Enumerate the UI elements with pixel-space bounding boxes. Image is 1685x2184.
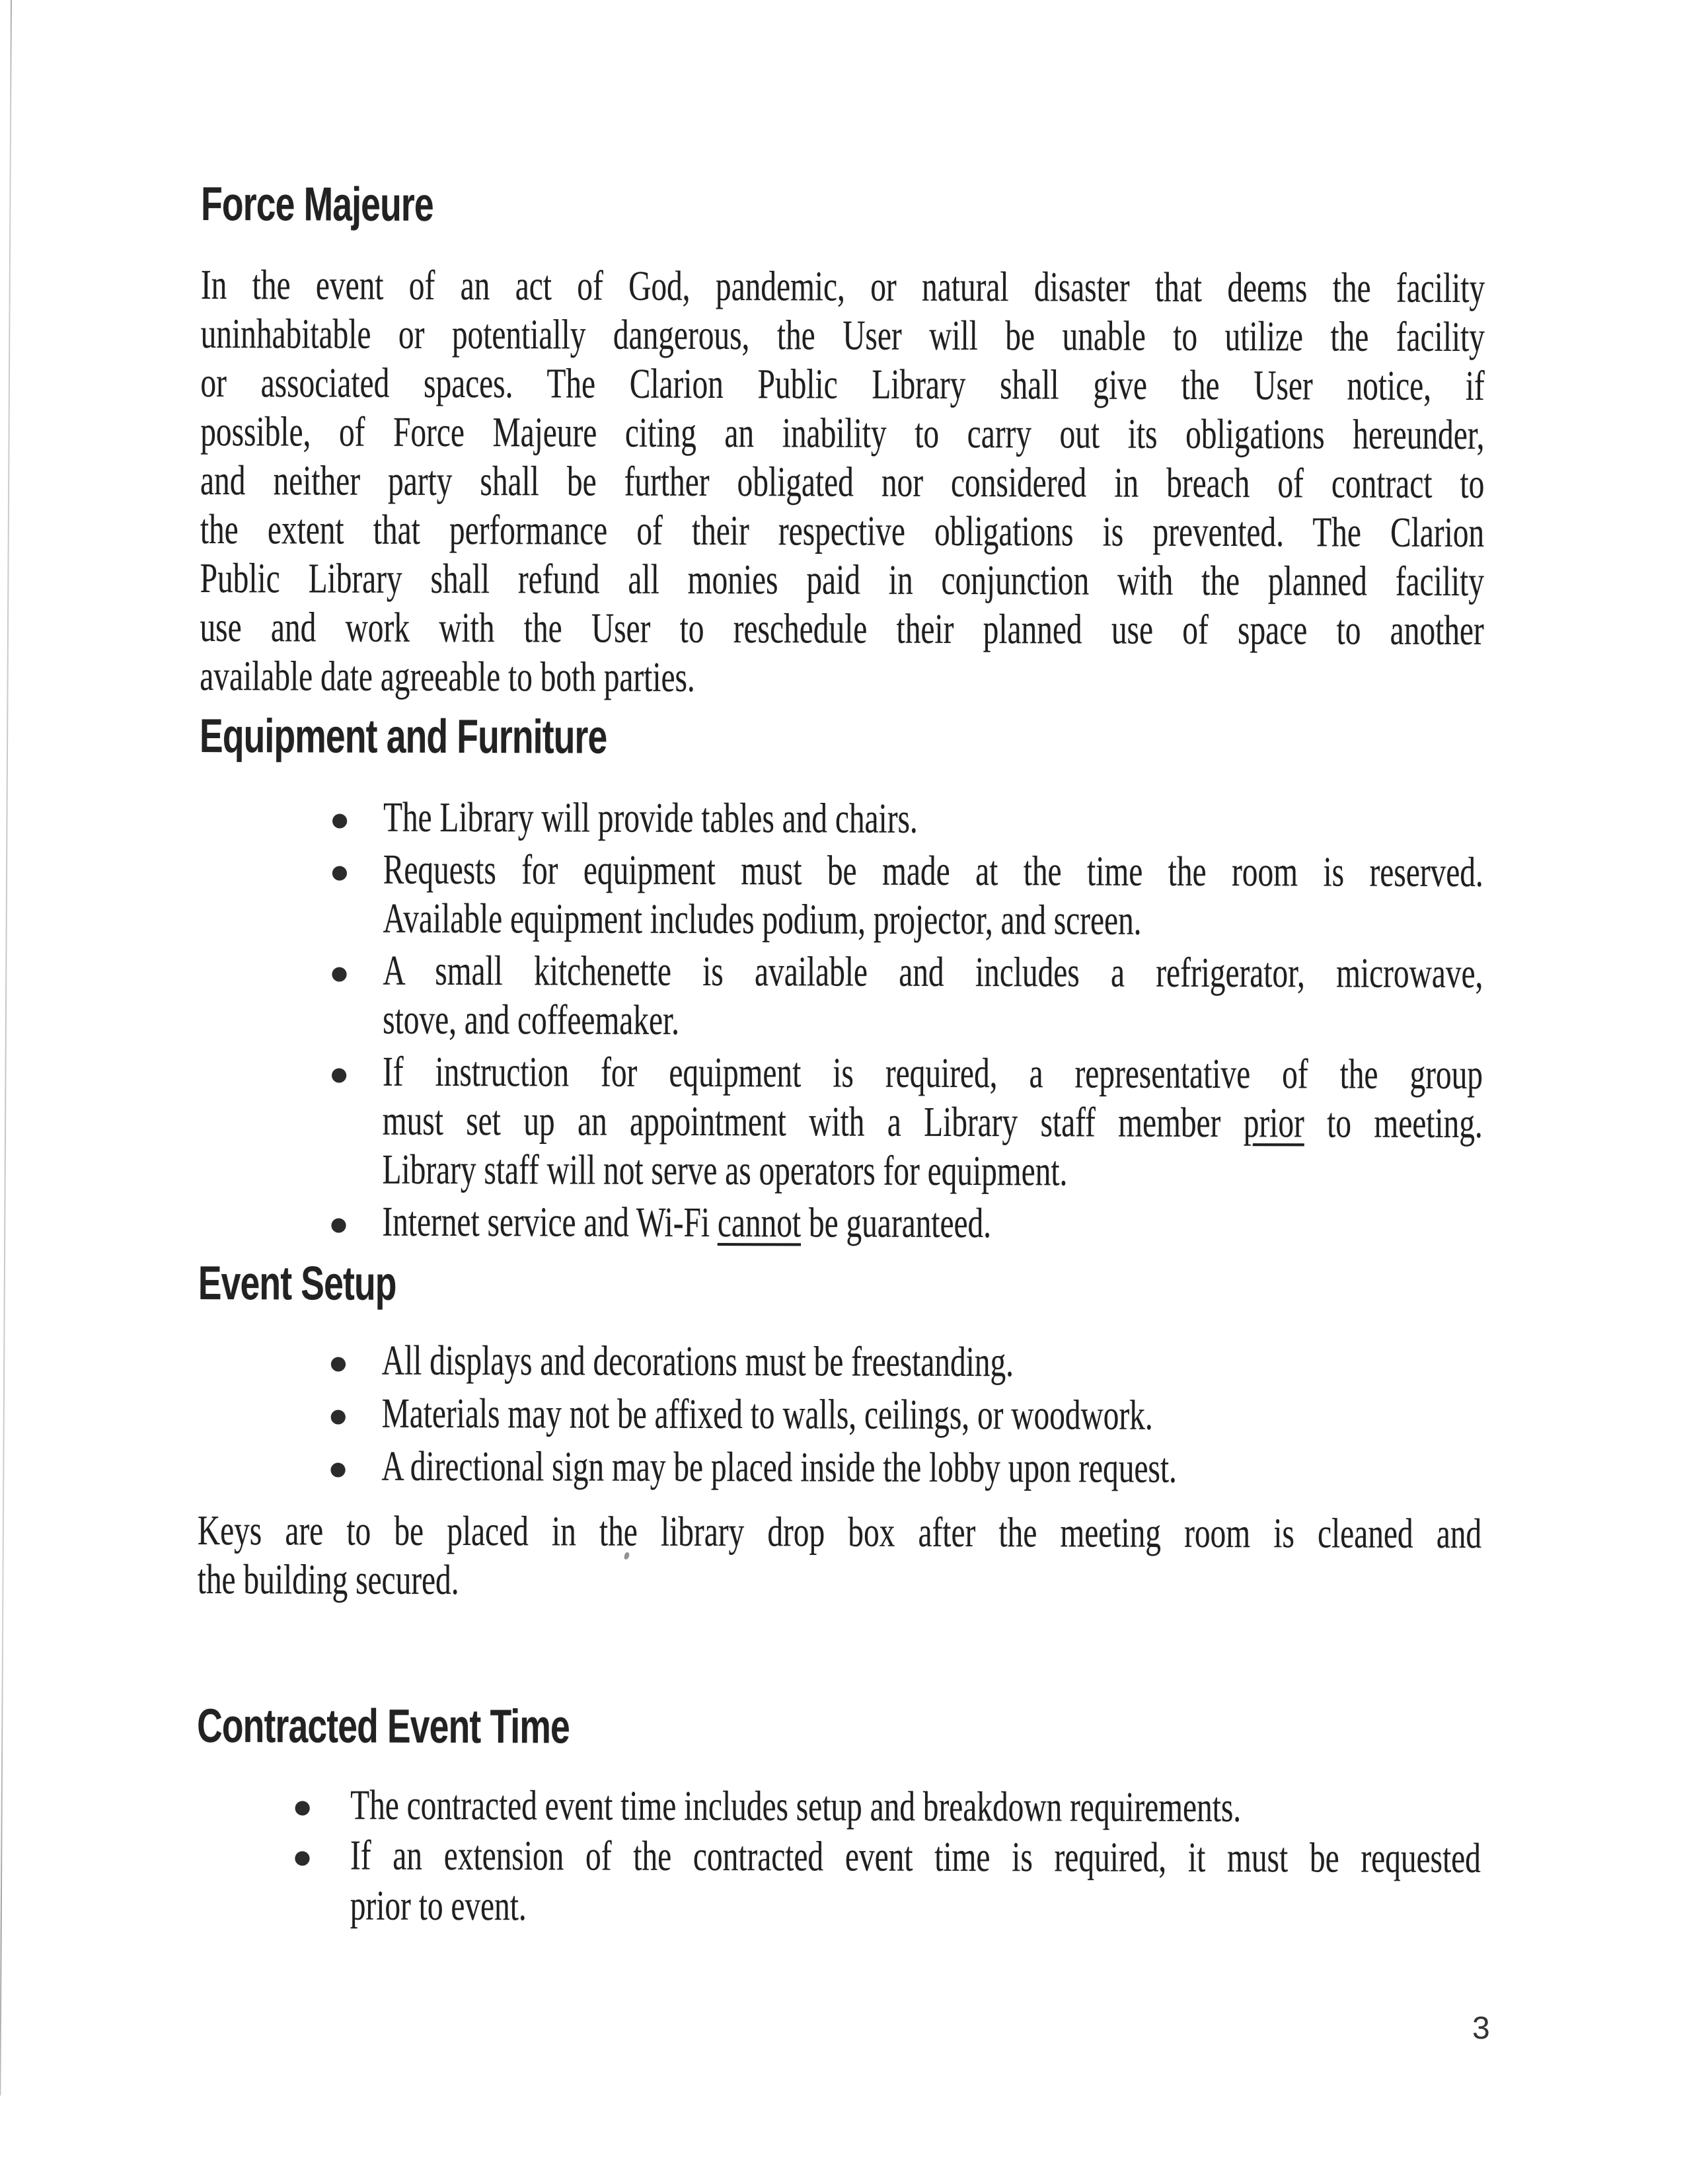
bullet-dot-icon xyxy=(330,1463,345,1478)
text-line xyxy=(200,358,1484,410)
text-line xyxy=(350,1881,1481,1934)
text-segment: to meeting. xyxy=(1304,1099,1483,1147)
scan-line-artifact xyxy=(0,0,12,2095)
text-line xyxy=(198,1506,1481,1558)
text-segment: stove, and coffeemaker. xyxy=(383,995,680,1043)
text-segment: use and work with the User to reschedule their planned use of space to another xyxy=(200,603,1484,654)
text-segment: uninhabitable or potentially dangerous, the User will be unable to utilize the facility xyxy=(200,309,1485,361)
bullet-item-lines xyxy=(200,792,1483,845)
underlined-text-segment: cannot xyxy=(717,1199,802,1246)
bullet-list xyxy=(198,1336,1482,1497)
text-line xyxy=(200,456,1484,508)
bullet-item xyxy=(199,946,1483,1047)
bullet-item-lines xyxy=(198,1336,1482,1388)
text-segment: All displays and decorations must be freestanding. xyxy=(381,1336,1014,1386)
text-segment: Requests for equipment must be made at the time the room is reserved. xyxy=(383,845,1483,896)
text-segment: must set up an appointment with a Library staff member xyxy=(382,1096,1244,1147)
bullet-item-lines xyxy=(199,946,1483,1047)
text-segment: The contracted event time includes setup and breakdown requirements. xyxy=(350,1781,1242,1831)
text-line xyxy=(350,1830,1481,1883)
bullet-dot-icon xyxy=(295,1801,310,1815)
bullet-dot-icon xyxy=(332,1069,346,1083)
bullet-dot-icon xyxy=(331,1219,346,1233)
bullet-item-lines xyxy=(199,845,1483,946)
text-line xyxy=(383,1145,1483,1197)
bullet-item xyxy=(199,845,1483,946)
text-segment: available date agreeable to both parties. xyxy=(200,652,695,700)
text-segment: Internet service and Wi-Fi xyxy=(382,1197,718,1246)
bullet-item xyxy=(196,1830,1481,1934)
text-segment: Available equipment includes podium, projector, and screen. xyxy=(383,894,1142,944)
bullet-dot-icon xyxy=(331,1410,346,1425)
text-segment: the building secured. xyxy=(197,1555,459,1604)
text-segment: The Library will provide tables and chairs. xyxy=(383,793,918,842)
text-line xyxy=(382,1197,1482,1249)
bullet-item xyxy=(198,1197,1482,1249)
text-line xyxy=(198,1555,1481,1607)
text-line xyxy=(201,260,1485,313)
underlined-text-segment: prior xyxy=(1243,1099,1304,1147)
page-number: 3 xyxy=(1472,2011,1490,2046)
text-segment: A small kitchenette is available and includes a refrigerator, microwave, xyxy=(383,946,1483,997)
text-segment: If instruction for equipment is required, a representative of the group xyxy=(382,1047,1483,1098)
bullet-item xyxy=(198,1388,1481,1441)
paragraph xyxy=(200,260,1485,704)
bullet-item xyxy=(198,1047,1483,1197)
bullet-dot-icon xyxy=(295,1851,309,1865)
text-line xyxy=(383,995,1483,1047)
text-line xyxy=(201,309,1485,361)
text-line xyxy=(381,1442,1481,1493)
text-line xyxy=(382,1389,1482,1441)
text-segment: In the event of an act of God, pandemic, or natural disaster that deems the facility xyxy=(200,260,1485,312)
bullet-dot-icon xyxy=(331,1357,346,1372)
text-line xyxy=(383,1047,1483,1099)
text-segment: Library staff will not serve as operators for equipment. xyxy=(382,1145,1068,1195)
text-line xyxy=(383,1096,1483,1148)
text-segment: If an extension of the contracted event time is required, it must be requested xyxy=(350,1831,1481,1882)
bullet-item xyxy=(200,792,1483,845)
text-segment: A directional sign may be placed inside the lobby upon request. xyxy=(381,1442,1177,1491)
text-line xyxy=(350,1780,1481,1833)
bullet-list xyxy=(198,792,1483,1252)
section-heading: Force Majeure xyxy=(201,177,433,231)
bullet-dot-icon xyxy=(332,967,346,982)
text-segment: Keys are to be placed in the library drop box after the meeting room is cleaned and xyxy=(197,1506,1482,1558)
bullet-dot-icon xyxy=(332,814,347,829)
paragraph xyxy=(198,1506,1482,1607)
text-line xyxy=(200,407,1484,459)
bullet-item xyxy=(197,1780,1481,1833)
text-segment: possible, of Force Majeure citing an inability to carry out its obligations hereunder, xyxy=(200,407,1485,459)
bullet-item-lines xyxy=(198,1047,1483,1197)
bullet-list xyxy=(196,1780,1481,1934)
text-segment: Materials may not be affixed to walls, ceilings, or woodwork. xyxy=(381,1389,1153,1439)
text-line xyxy=(382,1336,1482,1388)
text-line xyxy=(200,603,1483,655)
section-heading: Equipment and Furniture xyxy=(199,709,607,764)
text-line xyxy=(383,793,1483,845)
bullet-item xyxy=(198,1336,1482,1388)
text-line xyxy=(383,946,1483,998)
bullet-item-lines xyxy=(198,1388,1481,1441)
text-segment: be guaranteed. xyxy=(801,1199,992,1247)
section-heading: Event Setup xyxy=(198,1256,396,1310)
text-line xyxy=(383,894,1483,946)
document-content xyxy=(196,0,1485,2184)
text-line xyxy=(383,845,1483,897)
bullet-item-lines xyxy=(197,1780,1481,1833)
text-line xyxy=(200,554,1484,606)
text-segment: or associated spaces. The Clarion Public Library shall give the User notice, if xyxy=(200,358,1485,410)
section-heading: Contracted Event Time xyxy=(197,1699,570,1754)
text-line xyxy=(200,505,1484,557)
text-segment: the extent that performance of their respective obligations is prevented. The Clarion xyxy=(200,505,1485,556)
text-segment: and neither party shall be further obligated nor considered in breach of contract to xyxy=(200,456,1485,508)
bullet-item xyxy=(198,1441,1481,1493)
text-line xyxy=(200,652,1483,704)
text-segment: Public Library shall refund all monies paid in conjunction with the planned facility xyxy=(200,554,1485,605)
bullet-dot-icon xyxy=(332,866,347,881)
bullet-item-lines xyxy=(198,1197,1482,1249)
bullet-item-lines xyxy=(198,1441,1481,1493)
text-segment: prior to event. xyxy=(350,1881,527,1930)
bullet-item-lines xyxy=(196,1830,1481,1934)
